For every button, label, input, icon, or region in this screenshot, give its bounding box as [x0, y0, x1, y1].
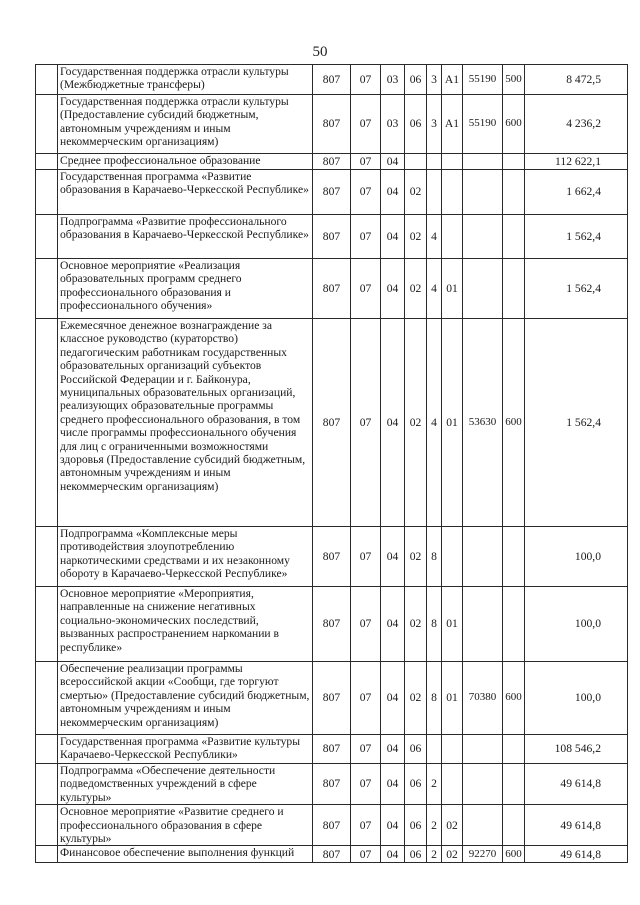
- expense-type-code: [503, 527, 525, 587]
- table-row: [36, 259, 628, 319]
- table-row: [36, 662, 628, 735]
- subprogram-code: [427, 735, 442, 764]
- subsection-code: 04: [381, 215, 405, 259]
- row-stub-cell: [36, 319, 58, 527]
- expense-type-code: [503, 587, 525, 662]
- row-stub-cell: [36, 215, 58, 259]
- activity-code: [442, 527, 463, 587]
- subsection-code: 04: [381, 170, 405, 215]
- amount: 1 562,4: [525, 259, 628, 319]
- department-code: 807: [313, 154, 351, 170]
- activity-code: 01: [442, 319, 463, 527]
- item-name: Подпрограмма «Комплексные меры противодействия злоупотреблению наркотическими средствами и их незаконному обороту в Карачаево-Черкесской Республике»: [58, 527, 313, 587]
- amount: 1 562,4: [525, 215, 628, 259]
- budget-table: [35, 64, 628, 863]
- expense-type-code: [503, 259, 525, 319]
- direction-code: [463, 805, 503, 846]
- section-code: 07: [351, 65, 381, 95]
- subprogram-code: 3: [427, 95, 442, 154]
- subsection-code: 04: [381, 805, 405, 846]
- page-number: 50: [312, 44, 328, 60]
- item-name: Среднее профессиональное образование: [58, 154, 313, 170]
- department-code: 807: [313, 805, 351, 846]
- subprogram-code: 8: [427, 662, 442, 735]
- table-row: [36, 846, 628, 863]
- program-code: 02: [405, 587, 427, 662]
- section-code: 07: [351, 527, 381, 587]
- table-row: [36, 735, 628, 764]
- expense-type-code: 500: [503, 65, 525, 95]
- direction-code: [463, 170, 503, 215]
- subprogram-code: 3: [427, 65, 442, 95]
- program-code: 02: [405, 527, 427, 587]
- department-code: 807: [313, 215, 351, 259]
- table-row: [36, 764, 628, 805]
- subprogram-code: 8: [427, 527, 442, 587]
- table-body: [36, 65, 628, 863]
- item-name: Государственная программа «Развитие культуры Карачаево-Черкесской Республики»: [58, 735, 313, 764]
- row-stub-cell: [36, 735, 58, 764]
- item-name: Государственная поддержка отрасли культуры (Предоставление субсидий бюджетным, автономным учреждениям и иным некоммерческим организациям): [58, 95, 313, 154]
- direction-code: 53630: [463, 319, 503, 527]
- amount: 108 546,2: [525, 735, 628, 764]
- row-stub-cell: [36, 527, 58, 587]
- row-stub-cell: [36, 587, 58, 662]
- table-row: [36, 587, 628, 662]
- item-name: Основное мероприятие «Мероприятия, направленные на снижение негативных социально-экономических последствий, вызванных распространением наркомании в республике»: [58, 587, 313, 662]
- amount: 8 472,5: [525, 65, 628, 95]
- item-name: Ежемесячное денежное вознаграждение за классное руководство (кураторство) педагогическим работникам государственных образовательных организаций субъектов Российской Федерации и г. Байконура, муниципальных образовательных организаций, реализующих образовательные программы среднего профессионального образования, в том числе программы профессионального обучения для лиц с ограниченными возможностями здоровья (Предоставление субсидий бюджетным, автономным учреждениям и иным некоммерческим организациям): [58, 319, 313, 527]
- amount: 112 622,1: [525, 154, 628, 170]
- section-code: 07: [351, 805, 381, 846]
- program-code: 02: [405, 319, 427, 527]
- amount: 4 236,2: [525, 95, 628, 154]
- program-code: 02: [405, 662, 427, 735]
- table-row: [36, 805, 628, 846]
- amount: 49 614,8: [525, 846, 628, 863]
- item-name: Государственная программа «Развитие образования в Карачаево-Черкесской Республике»: [58, 170, 313, 215]
- program-code: [405, 154, 427, 170]
- subprogram-code: 2: [427, 846, 442, 863]
- program-code: 02: [405, 170, 427, 215]
- section-code: 07: [351, 846, 381, 863]
- expense-type-code: 600: [503, 319, 525, 527]
- section-code: 07: [351, 319, 381, 527]
- subsection-code: 04: [381, 846, 405, 863]
- table-row: [36, 95, 628, 154]
- section-code: 07: [351, 215, 381, 259]
- amount: 49 614,8: [525, 764, 628, 805]
- expense-type-code: [503, 154, 525, 170]
- activity-code: [442, 154, 463, 170]
- subsection-code: 04: [381, 587, 405, 662]
- subsection-code: 04: [381, 527, 405, 587]
- table-row: [36, 154, 628, 170]
- section-code: 07: [351, 170, 381, 215]
- table-row: [36, 215, 628, 259]
- amount: 100,0: [525, 527, 628, 587]
- subprogram-code: [427, 170, 442, 215]
- table-row: [36, 170, 628, 215]
- activity-code: [442, 215, 463, 259]
- item-name: Подпрограмма «Обеспечение деятельности подведомственных учреждений в сфере культуры»: [58, 764, 313, 805]
- subsection-code: 04: [381, 735, 405, 764]
- department-code: 807: [313, 95, 351, 154]
- department-code: 807: [313, 587, 351, 662]
- expense-type-code: [503, 215, 525, 259]
- row-stub-cell: [36, 65, 58, 95]
- amount: 1 562,4: [525, 319, 628, 527]
- department-code: 807: [313, 846, 351, 863]
- program-code: 06: [405, 846, 427, 863]
- table-row: [36, 319, 628, 527]
- amount: 100,0: [525, 662, 628, 735]
- amount: 100,0: [525, 587, 628, 662]
- program-code: 06: [405, 735, 427, 764]
- section-code: 07: [351, 662, 381, 735]
- item-name: Основное мероприятие «Реализация образовательных программ среднего профессионального образования и профессионального обучения»: [58, 259, 313, 319]
- row-stub-cell: [36, 805, 58, 846]
- expense-type-code: 600: [503, 662, 525, 735]
- section-code: 07: [351, 764, 381, 805]
- item-name: Государственная поддержка отрасли культуры (Межбюджетные трансферы): [58, 65, 313, 95]
- subsection-code: 03: [381, 95, 405, 154]
- expense-type-code: 600: [503, 846, 525, 863]
- department-code: 807: [313, 259, 351, 319]
- activity-code: 02: [442, 846, 463, 863]
- item-name: Основное мероприятие «Развитие среднего и профессионального образования в сфере культуры»: [58, 805, 313, 846]
- section-code: 07: [351, 735, 381, 764]
- activity-code: 01: [442, 259, 463, 319]
- direction-code: [463, 259, 503, 319]
- expense-type-code: [503, 735, 525, 764]
- expense-type-code: [503, 764, 525, 805]
- row-stub-cell: [36, 170, 58, 215]
- department-code: 807: [313, 735, 351, 764]
- subsection-code: 04: [381, 259, 405, 319]
- subprogram-code: 4: [427, 319, 442, 527]
- department-code: 807: [313, 65, 351, 95]
- subprogram-code: 2: [427, 764, 442, 805]
- section-code: 07: [351, 95, 381, 154]
- direction-code: [463, 154, 503, 170]
- expense-type-code: 600: [503, 95, 525, 154]
- department-code: 807: [313, 170, 351, 215]
- subprogram-code: 4: [427, 215, 442, 259]
- subsection-code: 04: [381, 319, 405, 527]
- row-stub-cell: [36, 846, 58, 863]
- section-code: 07: [351, 154, 381, 170]
- row-stub-cell: [36, 764, 58, 805]
- subsection-code: 03: [381, 65, 405, 95]
- activity-code: A1: [442, 95, 463, 154]
- program-code: 06: [405, 95, 427, 154]
- activity-code: 01: [442, 662, 463, 735]
- activity-code: 01: [442, 587, 463, 662]
- direction-code: [463, 735, 503, 764]
- subprogram-code: [427, 154, 442, 170]
- department-code: 807: [313, 319, 351, 527]
- direction-code: 55190: [463, 65, 503, 95]
- item-name: Подпрограмма «Развитие профессионального образования в Карачаево-Черкесской Республике»: [58, 215, 313, 259]
- section-code: 07: [351, 259, 381, 319]
- subsection-code: 04: [381, 764, 405, 805]
- item-name: Финансовое обеспечение выполнения функций: [58, 846, 313, 863]
- direction-code: [463, 215, 503, 259]
- direction-code: [463, 527, 503, 587]
- subprogram-code: 8: [427, 587, 442, 662]
- expense-type-code: [503, 805, 525, 846]
- item-name: Обеспечение реализации программы всероссийской акции «Сообщи, где торгуют смертью» (Предоставление субсидий бюджетным, автономным учреждениям и иным некоммерческим организациям): [58, 662, 313, 735]
- activity-code: A1: [442, 65, 463, 95]
- program-code: 02: [405, 215, 427, 259]
- amount: 1 662,4: [525, 170, 628, 215]
- activity-code: [442, 764, 463, 805]
- program-code: 06: [405, 764, 427, 805]
- row-stub-cell: [36, 95, 58, 154]
- program-code: 02: [405, 259, 427, 319]
- department-code: 807: [313, 527, 351, 587]
- amount: 49 614,8: [525, 805, 628, 846]
- section-code: 07: [351, 587, 381, 662]
- activity-code: [442, 735, 463, 764]
- row-stub-cell: [36, 662, 58, 735]
- row-stub-cell: [36, 259, 58, 319]
- program-code: 06: [405, 805, 427, 846]
- direction-code: 70380: [463, 662, 503, 735]
- department-code: 807: [313, 764, 351, 805]
- expense-type-code: [503, 170, 525, 215]
- direction-code: [463, 587, 503, 662]
- table-row: [36, 527, 628, 587]
- direction-code: 55190: [463, 95, 503, 154]
- department-code: 807: [313, 662, 351, 735]
- subprogram-code: 2: [427, 805, 442, 846]
- subsection-code: 04: [381, 662, 405, 735]
- subprogram-code: 4: [427, 259, 442, 319]
- program-code: 06: [405, 65, 427, 95]
- table-row: [36, 65, 628, 95]
- direction-code: 92270: [463, 846, 503, 863]
- direction-code: [463, 764, 503, 805]
- row-stub-cell: [36, 154, 58, 170]
- activity-code: 02: [442, 805, 463, 846]
- subsection-code: 04: [381, 154, 405, 170]
- activity-code: [442, 170, 463, 215]
